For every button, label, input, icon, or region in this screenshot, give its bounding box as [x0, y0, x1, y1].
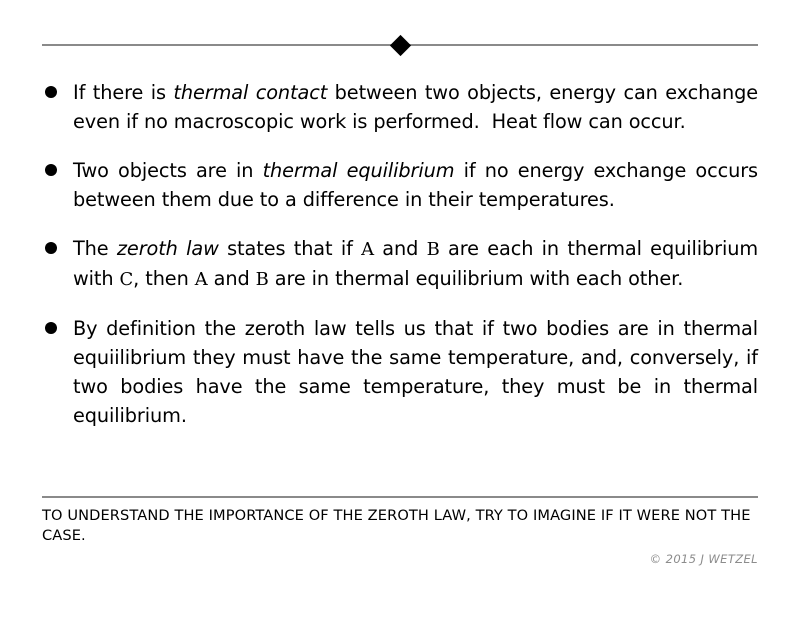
emphasis-term: thermal contact: [173, 81, 328, 104]
bullet-text-same-temperature: By definition the zeroth law tells us that if two bodies are in thermal equiilibrium they must have the same temperature, and, conversely, if two bodies have the same temperature, they must be in thermal equilibrium.: [73, 317, 765, 427]
bullet-text-thermal-equilibrium: Two objects are in thermal equilibrium if no energy exchange occurs between them due to a difference in their temperatures.: [73, 159, 765, 211]
object-label: C: [119, 269, 134, 290]
disc-bullet-icon: [45, 86, 57, 98]
disc-bullet-icon: [45, 322, 57, 334]
list-item: [42, 78, 765, 136]
bullet-text-zeroth-law: The zeroth law states that if A and B are each in thermal equilibrium with C, then A and B are in thermal equilibrium with each other.: [73, 237, 765, 290]
disc-bullet-icon: [45, 164, 57, 176]
object-label: B: [426, 239, 440, 260]
footer-caption: TO UNDERSTAND THE IMPORTANCE OF THE ZEROTH LAW, TRY TO IMAGINE IF IT WERE NOT THE CASE.: [42, 507, 751, 544]
diamond-icon: [389, 34, 410, 55]
footer-rule-line: [42, 496, 758, 498]
object-label: B: [255, 269, 269, 290]
object-label: A: [194, 269, 208, 290]
object-label: A: [361, 239, 374, 260]
copyright-notice: © 2015 J WETZEL: [649, 552, 758, 566]
list-item: [42, 234, 765, 294]
emphasis-term: thermal equilibrium: [262, 159, 455, 182]
bullet-text-thermal-contact: If there is thermal contact between two objects, energy can exchange even if no macroscopic work is performed. Heat flow can occur.: [73, 81, 765, 133]
list-item: [42, 314, 765, 430]
header-divider: [42, 36, 758, 56]
disc-bullet-icon: [45, 242, 57, 254]
bullet-list: [42, 78, 765, 430]
emphasis-term: zeroth law: [116, 237, 219, 260]
list-item: [42, 156, 765, 214]
